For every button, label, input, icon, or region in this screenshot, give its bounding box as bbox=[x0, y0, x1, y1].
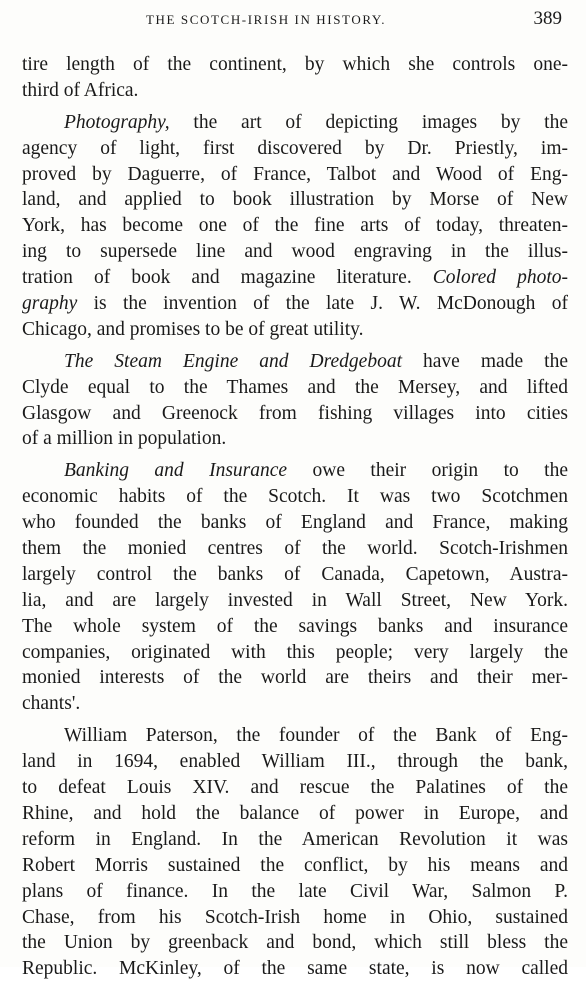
text-line: ing to supersede line and wood engraving in the illus- bbox=[22, 241, 568, 263]
text-line: chants'. bbox=[22, 693, 81, 715]
text-line: to defeat Louis XIV. and rescue the Palatines of the bbox=[22, 777, 568, 799]
text-line: third of Africa. bbox=[22, 79, 139, 101]
text-line: land in 1694, enabled William III., through the bank, bbox=[22, 751, 568, 773]
text-line: Chicago, and promises to be of great utility. bbox=[22, 318, 364, 340]
text-line: tire length of the continent, by which she controls one- bbox=[22, 54, 568, 75]
page-number: 389 bbox=[533, 8, 562, 29]
text-line: companies, originated with this people; very largely the bbox=[22, 641, 568, 663]
paragraph bbox=[22, 349, 568, 453]
text-line: land, and applied to book illustration by Morse of New bbox=[22, 189, 568, 211]
running-head: THE SCOTCH-IRISH IN HISTORY. bbox=[146, 12, 387, 27]
text-line: plans of finance. In the late Civil War, Salmon P. bbox=[22, 880, 568, 902]
text-line: Photography, the art of depicting images by the bbox=[64, 111, 568, 133]
text-line: reform in England. In the American Revolution it was bbox=[22, 828, 568, 850]
text-line: them the monied centres of the world. Scotch-Irishmen bbox=[22, 538, 568, 560]
text-line: Clyde equal to the Thames and the Mersey, and lifted bbox=[22, 376, 568, 398]
italic-heading: Colored photo- bbox=[432, 267, 568, 289]
paragraph bbox=[22, 723, 568, 982]
italic-heading: graphy bbox=[22, 293, 78, 315]
text-line: proved by Daguerre, of France, Talbot and Wood of Eng- bbox=[22, 163, 568, 185]
text-line: agency of light, first discovered by Dr. Priestly, im- bbox=[22, 137, 568, 159]
text-line: who founded the banks of England and France, making bbox=[22, 512, 568, 534]
text-line: Rhine, and hold the balance of power in Europe, and bbox=[22, 802, 568, 824]
text-line: William Paterson, the founder of the Bank of Eng- bbox=[64, 725, 568, 747]
text-line: tration of book and magazine literature. Colored photo- bbox=[22, 267, 568, 289]
text-line: York, has become one of the fine arts of today, threaten- bbox=[22, 215, 568, 237]
text-line: graphy is the invention of the late J. W. McDonough of bbox=[22, 293, 568, 315]
page-header bbox=[0, 8, 586, 34]
text-line: monied interests of the world are theirs and their mer- bbox=[22, 667, 568, 689]
paragraph bbox=[22, 52, 568, 104]
text-line: Banking and Insurance owe their origin to the bbox=[64, 460, 568, 482]
text-line: largely control the banks of Canada, Capetown, Austra- bbox=[22, 563, 568, 585]
body-text bbox=[22, 52, 568, 982]
paragraph bbox=[22, 110, 568, 343]
italic-heading: Photography, bbox=[64, 111, 170, 133]
text-line: the Union by greenback and bond, which still bless the bbox=[22, 932, 568, 954]
paragraph bbox=[22, 458, 568, 717]
text-line: Glasgow and Greenock from fishing villages into cities bbox=[22, 402, 568, 424]
text-line: The Steam Engine and Dredgeboat have made the bbox=[64, 350, 568, 372]
text-line: economic habits of the Scotch. It was two Scotchmen bbox=[22, 486, 568, 508]
text-line: Chase, from his Scotch-Irish home in Ohio, sustained bbox=[22, 906, 568, 928]
italic-heading: The Steam Engine and Dredgeboat bbox=[64, 350, 402, 372]
text-line: of a million in population. bbox=[22, 428, 227, 450]
text-line: The whole system of the savings banks and insurance bbox=[22, 615, 568, 637]
text-line: lia, and are largely invested in Wall Street, New York. bbox=[22, 589, 568, 611]
text-line: Robert Morris sustained the conflict, by his means and bbox=[22, 854, 568, 876]
italic-heading: Banking and Insurance bbox=[64, 460, 288, 482]
text-line: Republic. McKinley, of the same state, is now called bbox=[22, 958, 568, 980]
